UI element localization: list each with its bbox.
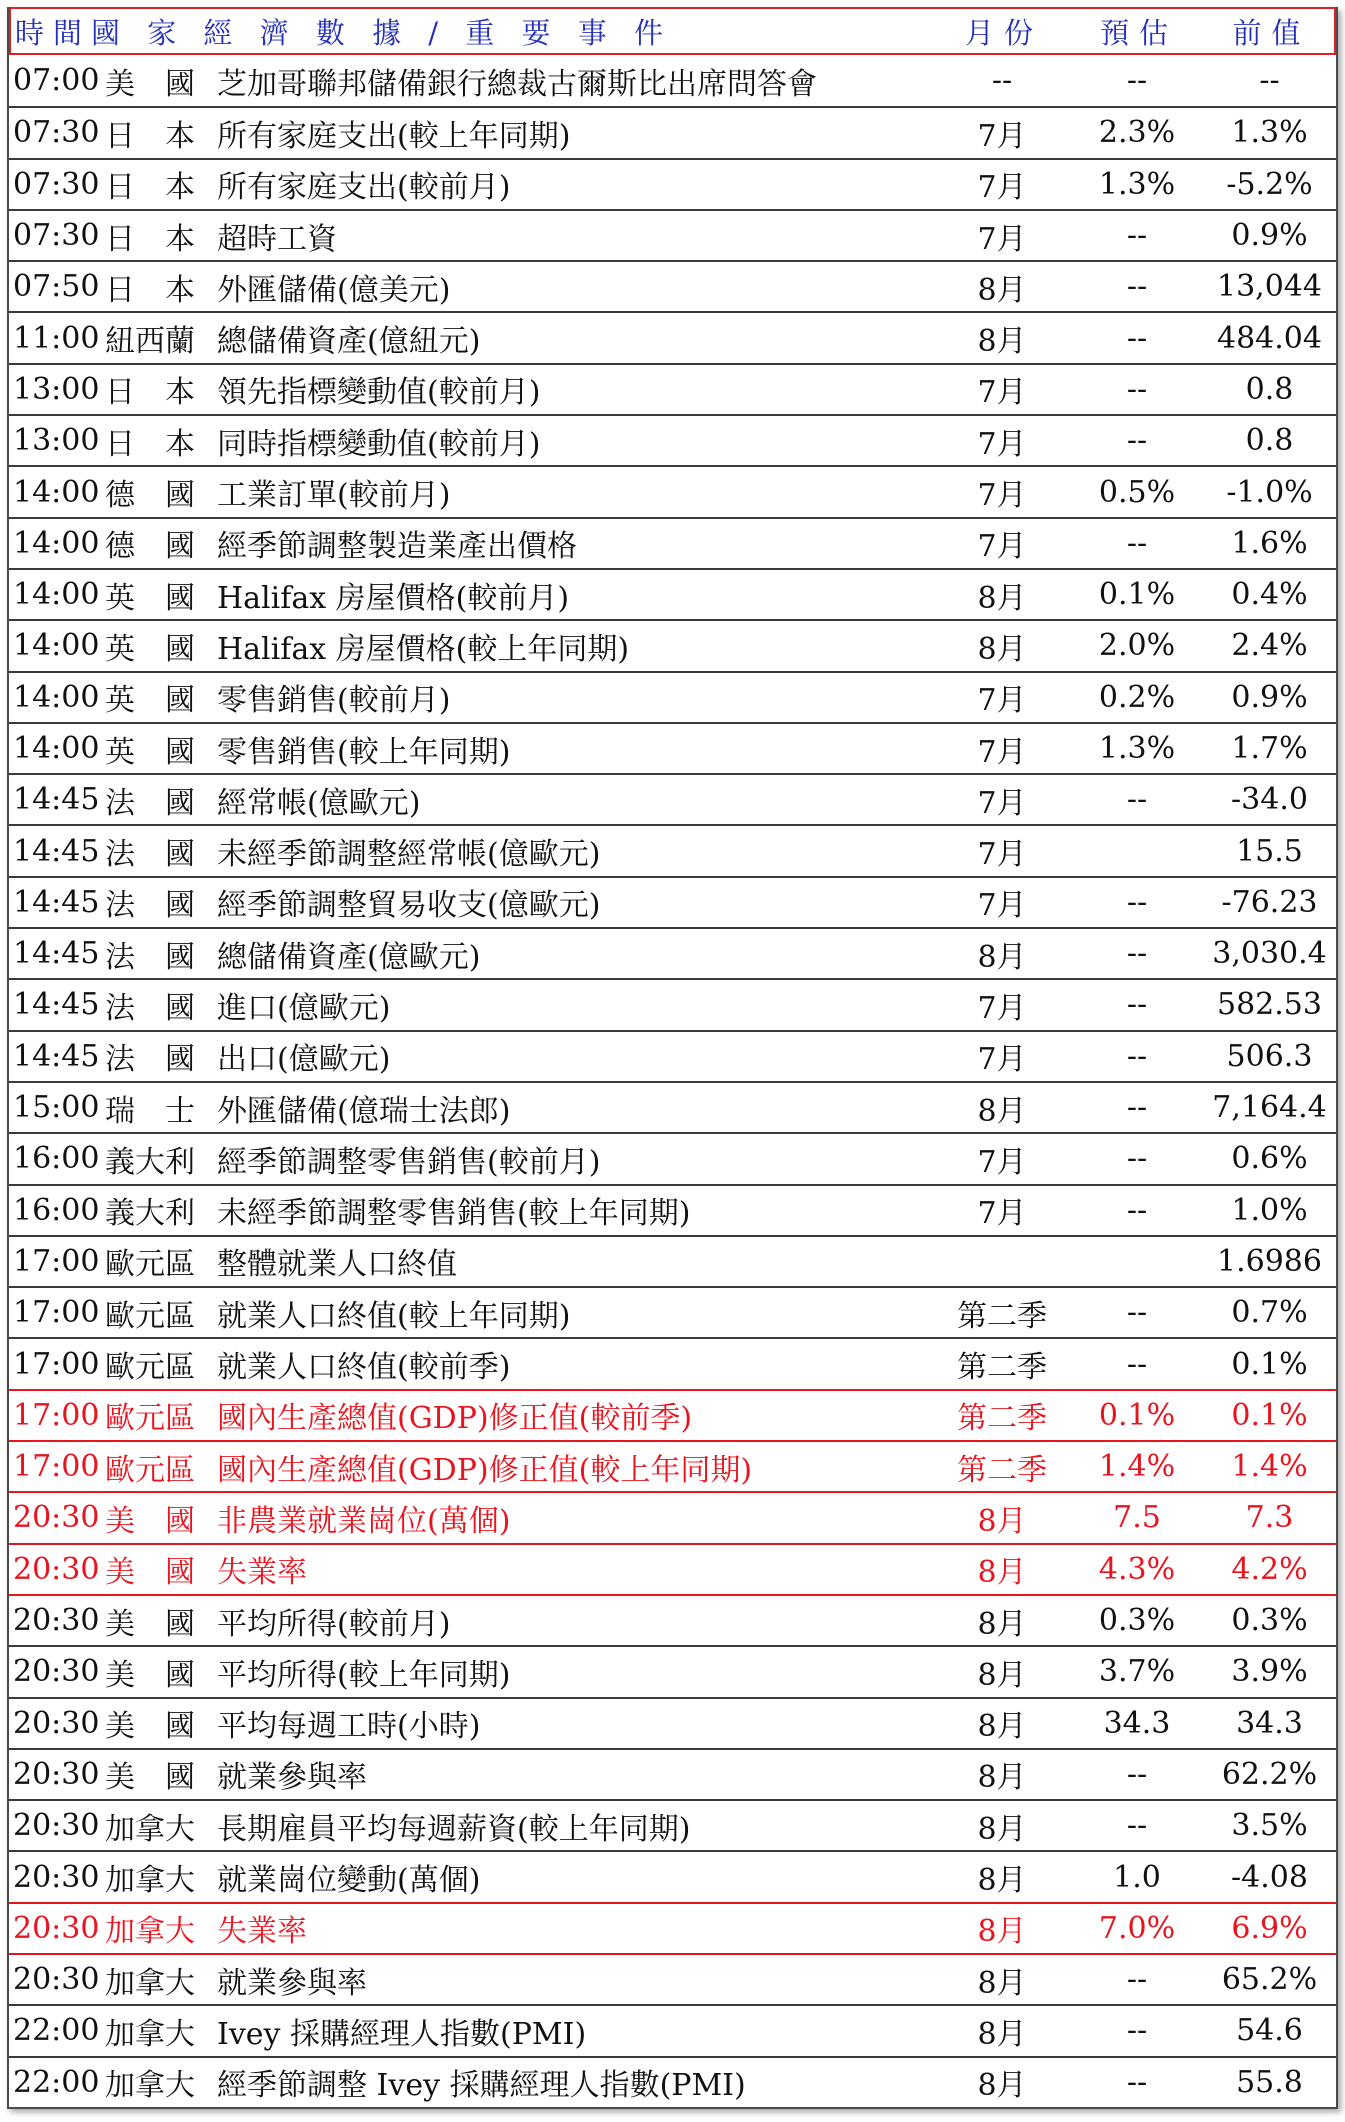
event-estimate: 2.3%: [1098, 115, 1176, 151]
event-time: 20:30: [13, 1808, 100, 1844]
event-time: 14:00: [13, 525, 100, 561]
event-name: 所有家庭支出(較前月): [217, 170, 511, 206]
event-month: 8月: [977, 1760, 1027, 1796]
event-country: 法 國: [105, 837, 195, 873]
table-row: [9, 1594, 1336, 1645]
event-time: 14:00: [13, 474, 100, 510]
event-country: 美 國: [105, 66, 195, 102]
event-estimate: --: [1126, 1090, 1148, 1126]
event-country: 德 國: [105, 478, 195, 514]
table-row: [9, 209, 1336, 260]
event-time: 22:00: [13, 2064, 100, 2100]
event-country: 法 國: [105, 990, 195, 1026]
event-month: 8月: [977, 1555, 1027, 1591]
event-country: 英 國: [105, 631, 195, 667]
event-name: 就業參與率: [217, 1760, 367, 1796]
event-previous: 0.3%: [1231, 1603, 1308, 1639]
event-estimate: 1.3%: [1098, 166, 1176, 202]
event-previous: -5.2%: [1226, 166, 1313, 202]
event-country: 日 本: [105, 272, 195, 308]
event-estimate: --: [1126, 371, 1148, 407]
event-time: 11:00: [13, 320, 100, 356]
event-estimate: 4.3%: [1098, 1551, 1176, 1587]
event-previous: 54.6: [1236, 2013, 1303, 2049]
event-estimate: 34.3: [1103, 1705, 1171, 1741]
header-title: 時間國 家 經 濟 數 據 / 重 要 事 件: [15, 15, 672, 50]
event-month: 第二季: [957, 1452, 1047, 1488]
event-time: 17:00: [13, 1449, 100, 1485]
event-time: 20:30: [13, 1654, 100, 1690]
event-previous: 1.3%: [1231, 115, 1308, 151]
event-time: 14:45: [13, 884, 100, 920]
table-row: [9, 2056, 1336, 2107]
event-name: 零售銷售(較前月): [217, 683, 451, 719]
event-month: 7月: [977, 426, 1027, 462]
table-row: [9, 1645, 1336, 1696]
event-name: 經季節調整零售銷售(較前月): [217, 1144, 601, 1180]
event-time: 07:30: [13, 218, 100, 254]
event-time: 14:00: [13, 679, 100, 715]
event-name: 平均所得(較上年同期): [217, 1657, 511, 1693]
event-estimate: --: [1126, 987, 1148, 1023]
event-name: 失業率: [217, 1914, 307, 1950]
event-name: 就業參與率: [217, 1965, 367, 2001]
event-country: 日 本: [105, 375, 195, 411]
event-estimate: --: [1126, 782, 1148, 818]
event-time: 07:00: [13, 63, 100, 99]
event-country: 日 本: [105, 221, 195, 257]
event-country: 英 國: [105, 580, 195, 616]
event-time: 07:50: [13, 269, 100, 305]
event-time: 14:45: [13, 782, 100, 818]
table-row: [9, 1389, 1336, 1440]
event-previous: -34.0: [1231, 782, 1308, 818]
event-country: 歐元區: [105, 1401, 195, 1437]
event-time: 14:00: [13, 628, 100, 664]
table-row: [9, 722, 1336, 773]
event-month: 7月: [977, 1196, 1027, 1232]
event-previous: 62.2%: [1221, 1756, 1318, 1792]
event-estimate: --: [1126, 2013, 1148, 2049]
event-name: 進口(億歐元): [217, 990, 391, 1026]
event-country: 加拿大: [105, 1914, 195, 1950]
event-month: --: [991, 63, 1013, 99]
event-name: 國內生產總值(GDP)修正值(較前季): [217, 1401, 693, 1437]
event-estimate: --: [1126, 884, 1148, 920]
header-previous: 前值: [1232, 15, 1311, 50]
event-previous: -4.08: [1231, 1859, 1308, 1895]
event-month: 8月: [977, 1709, 1027, 1745]
table-row: [9, 1491, 1336, 1542]
table-row: [9, 260, 1336, 311]
event-time: 20:30: [13, 1859, 100, 1895]
event-country: 加拿大: [105, 2068, 195, 2104]
event-estimate: --: [1126, 1346, 1148, 1382]
event-name: Halifax 房屋價格(較上年同期): [217, 631, 630, 667]
event-month: 8月: [977, 1093, 1027, 1129]
event-previous: 2.4%: [1231, 628, 1308, 664]
event-estimate: 1.0: [1113, 1859, 1161, 1895]
event-name: 超時工資: [217, 221, 337, 257]
event-month: 7月: [977, 683, 1027, 719]
event-name: 整體就業人口終值: [217, 1247, 457, 1283]
event-name: 同時指標變動值(較前月): [217, 426, 541, 462]
event-previous: 0.6%: [1231, 1141, 1308, 1177]
event-month: 8月: [977, 939, 1027, 975]
event-month: 7月: [977, 837, 1027, 873]
event-country: 法 國: [105, 1042, 195, 1078]
event-time: 14:45: [13, 833, 100, 869]
event-estimate: --: [1126, 320, 1148, 356]
event-time: 17:00: [13, 1243, 100, 1279]
event-estimate: 0.1%: [1098, 1397, 1176, 1433]
table-row: [9, 876, 1336, 927]
event-previous: 0.1%: [1231, 1397, 1308, 1433]
event-time: 20:30: [13, 1551, 100, 1587]
event-country: 日 本: [105, 170, 195, 206]
event-previous: 6.9%: [1231, 1910, 1308, 1946]
event-country: 歐元區: [105, 1298, 195, 1334]
event-name: 就業崗位變動(萬個): [217, 1863, 481, 1899]
table-row: [9, 1030, 1336, 1081]
event-country: 加拿大: [105, 1863, 195, 1899]
event-previous: 1.7%: [1231, 731, 1308, 766]
table-row: [9, 1697, 1336, 1748]
table-row: [9, 1286, 1336, 1337]
event-month: 7月: [977, 529, 1027, 565]
table-row: [9, 568, 1336, 619]
table-row: [9, 1337, 1336, 1388]
event-time: 17:00: [13, 1397, 100, 1433]
event-estimate: --: [1126, 1756, 1148, 1792]
event-previous: 0.9%: [1231, 679, 1308, 715]
header-estimate: 預估: [1099, 15, 1178, 50]
event-name: 零售銷售(較上年同期): [217, 734, 511, 770]
event-country: 英 國: [105, 734, 195, 770]
event-previous: 34.3: [1236, 1705, 1303, 1741]
event-month: 7月: [977, 888, 1027, 924]
event-estimate: 3.7%: [1098, 1654, 1176, 1690]
event-estimate: --: [1126, 63, 1148, 99]
event-previous: 3.9%: [1231, 1654, 1308, 1690]
event-month: 8月: [977, 1606, 1027, 1642]
event-previous: -76.23: [1221, 884, 1318, 920]
event-name: 出口(億歐元): [217, 1042, 391, 1078]
event-month: 8月: [977, 1811, 1027, 1847]
event-time: 20:30: [13, 1500, 100, 1536]
event-month: 8月: [977, 1914, 1027, 1950]
event-country: 法 國: [105, 888, 195, 924]
event-previous: 3.5%: [1231, 1808, 1308, 1844]
event-month: 7月: [977, 375, 1027, 411]
table-row: [9, 1440, 1336, 1491]
event-time: 15:00: [13, 1090, 100, 1126]
event-time: 16:00: [13, 1141, 100, 1177]
event-previous: 7.3: [1245, 1500, 1294, 1536]
event-time: 14:00: [13, 577, 100, 613]
table-row: [9, 1850, 1336, 1901]
event-estimate: --: [1126, 525, 1148, 561]
event-month: 8月: [977, 1503, 1027, 1539]
event-estimate: 1.4%: [1098, 1449, 1176, 1485]
event-country: 日 本: [105, 118, 195, 154]
event-name: 經季節調整製造業產出價格: [217, 529, 577, 565]
event-country: 紐西蘭: [105, 324, 195, 360]
event-country: 加拿大: [105, 2016, 195, 2052]
event-previous: 582.53: [1217, 987, 1322, 1023]
event-month: 8月: [977, 324, 1027, 360]
event-month: 7月: [977, 1144, 1027, 1180]
event-name: 非農業就業崗位(萬個): [217, 1503, 511, 1539]
event-country: 瑞 士: [105, 1093, 195, 1129]
event-month: 8月: [977, 1657, 1027, 1693]
event-previous: 0.4%: [1231, 577, 1308, 613]
table-row: [9, 1081, 1336, 1132]
event-time: 07:30: [13, 166, 100, 202]
event-previous: 1.4%: [1231, 1449, 1308, 1485]
table-row: [9, 671, 1336, 722]
event-month: 第二季: [957, 1350, 1047, 1386]
economic-calendar-table: [7, 7, 1338, 2109]
event-month: 8月: [977, 580, 1027, 616]
event-name: 國內生產總值(GDP)修正值(較上年同期): [217, 1452, 753, 1488]
event-name: 未經季節調整零售銷售(較上年同期): [217, 1196, 691, 1232]
event-time: 16:00: [13, 1192, 100, 1228]
event-estimate: 7.5: [1113, 1500, 1161, 1536]
event-previous: 0.8: [1245, 423, 1294, 459]
table-row: [9, 1799, 1336, 1850]
event-previous: 55.8: [1236, 2064, 1303, 2100]
event-month: 第二季: [957, 1401, 1047, 1437]
table-row: [9, 1953, 1336, 2004]
event-country: 法 國: [105, 939, 195, 975]
event-month: 7月: [977, 734, 1027, 770]
event-time: 17:00: [13, 1295, 100, 1331]
event-month: 8月: [977, 1965, 1027, 2001]
event-country: 美 國: [105, 1709, 195, 1745]
table-row: [9, 363, 1336, 414]
table-row: [9, 55, 1336, 106]
event-name: 長期雇員平均每週薪資(較上年同期): [217, 1811, 691, 1847]
event-previous: -1.0%: [1226, 474, 1313, 510]
event-time: 20:30: [13, 1962, 100, 1998]
event-name: 未經季節調整經常帳(億歐元): [217, 837, 601, 873]
table-row: [9, 1902, 1336, 1953]
event-country: 德 國: [105, 529, 195, 565]
table-row: [9, 619, 1336, 670]
event-name: 平均每週工時(小時): [217, 1709, 481, 1745]
event-country: 義大利: [105, 1144, 195, 1180]
event-estimate: 0.3%: [1098, 1603, 1176, 1639]
event-month: 7月: [977, 170, 1027, 206]
event-country: 加拿大: [105, 1965, 195, 2001]
event-country: 美 國: [105, 1503, 195, 1539]
table-row: [9, 517, 1336, 568]
event-name: Ivey 採購經理人指數(PMI): [217, 2016, 587, 2052]
event-name: 就業人口終值(較上年同期): [217, 1298, 571, 1334]
event-time: 14:45: [13, 936, 100, 972]
table-row: [9, 414, 1336, 465]
event-name: 外匯儲備(億美元): [217, 272, 451, 308]
event-time: 14:00: [13, 731, 100, 766]
event-estimate: --: [1126, 1038, 1148, 1074]
event-month: 第二季: [957, 1298, 1047, 1334]
event-name: 芝加哥聯邦儲備銀行總裁古爾斯比出席問答會: [217, 66, 817, 102]
event-estimate: --: [1126, 423, 1148, 459]
event-month: 8月: [977, 631, 1027, 667]
event-time: 07:30: [13, 115, 100, 151]
table-row: [9, 1184, 1336, 1235]
event-time: 13:00: [13, 371, 100, 407]
event-previous: 1.6986: [1217, 1243, 1322, 1279]
event-previous: 0.7%: [1231, 1295, 1308, 1331]
table-row: [9, 1132, 1336, 1183]
event-estimate: 0.5%: [1098, 474, 1176, 510]
event-estimate: --: [1126, 1141, 1148, 1177]
table-row: [9, 824, 1336, 875]
event-time: 14:45: [13, 987, 100, 1023]
event-previous: 13,044: [1217, 269, 1322, 305]
event-previous: 7,164.4: [1212, 1090, 1327, 1126]
event-estimate: --: [1126, 2064, 1148, 2100]
table-row: [9, 106, 1336, 157]
event-name: Halifax 房屋價格(較前月): [217, 580, 570, 616]
event-previous: 65.2%: [1221, 1962, 1318, 1998]
event-country: 美 國: [105, 1606, 195, 1642]
table-body: [9, 55, 1336, 2107]
event-estimate: 0.1%: [1098, 577, 1176, 613]
event-estimate: 0.2%: [1098, 679, 1176, 715]
event-time: 17:00: [13, 1346, 100, 1382]
event-country: 美 國: [105, 1760, 195, 1796]
event-month: 7月: [977, 785, 1027, 821]
event-name: 外匯儲備(億瑞士法郎): [217, 1093, 511, 1129]
event-estimate: --: [1126, 936, 1148, 972]
table-row: [9, 927, 1336, 978]
event-country: 美 國: [105, 1555, 195, 1591]
event-time: 20:30: [13, 1705, 100, 1741]
table-row: [9, 1748, 1336, 1799]
table-row: [9, 158, 1336, 209]
event-month: 7月: [977, 478, 1027, 514]
event-country: 英 國: [105, 683, 195, 719]
event-previous: 0.9%: [1231, 218, 1308, 254]
event-country: 美 國: [105, 1657, 195, 1693]
table-row: [9, 773, 1336, 824]
event-previous: 1.0%: [1231, 1192, 1308, 1228]
event-month: 8月: [977, 1863, 1027, 1899]
event-previous: 15.5: [1236, 833, 1303, 869]
event-name: 經季節調整貿易收支(億歐元): [217, 888, 601, 924]
event-estimate: --: [1126, 218, 1148, 254]
event-month: 7月: [977, 990, 1027, 1026]
table-row: [9, 465, 1336, 516]
event-month: 7月: [977, 1042, 1027, 1078]
event-previous: --: [1259, 63, 1280, 99]
table-row: [9, 2004, 1336, 2055]
event-month: 7月: [977, 221, 1027, 257]
event-country: 歐元區: [105, 1247, 195, 1283]
event-estimate: --: [1126, 1295, 1148, 1331]
event-estimate: 1.3%: [1098, 731, 1176, 766]
event-name: 經季節調整 Ivey 採購經理人指數(PMI): [217, 2068, 746, 2104]
table-row: [9, 1543, 1336, 1594]
event-country: 歐元區: [105, 1350, 195, 1386]
table-row: [9, 311, 1336, 362]
event-previous: 484.04: [1217, 320, 1322, 356]
event-previous: 506.3: [1226, 1038, 1313, 1074]
event-time: 13:00: [13, 423, 100, 459]
event-previous: 4.2%: [1231, 1551, 1308, 1587]
event-name: 總儲備資產(億歐元): [217, 939, 481, 975]
table-row: [9, 978, 1336, 1029]
event-name: 總儲備資產(億紐元): [217, 324, 481, 360]
event-estimate: 2.0%: [1098, 628, 1176, 664]
event-time: 14:45: [13, 1038, 100, 1074]
header-month: 月份: [964, 15, 1043, 50]
event-time: 20:30: [13, 1756, 100, 1792]
event-name: 領先指標變動值(較前月): [217, 375, 541, 411]
event-previous: 1.6%: [1231, 525, 1308, 561]
event-estimate: --: [1126, 269, 1148, 305]
event-previous: 0.8: [1245, 371, 1294, 407]
event-name: 所有家庭支出(較上年同期): [217, 118, 571, 154]
event-time: 20:30: [13, 1910, 100, 1946]
table-header: [9, 7, 1336, 55]
event-previous: 3,030.4: [1212, 936, 1327, 972]
event-month: 8月: [977, 272, 1027, 308]
event-country: 法 國: [105, 785, 195, 821]
event-month: 8月: [977, 2068, 1027, 2104]
event-country: 加拿大: [105, 1811, 195, 1847]
event-country: 歐元區: [105, 1452, 195, 1488]
event-country: 義大利: [105, 1196, 195, 1232]
event-month: 7月: [977, 118, 1027, 154]
event-previous: 0.1%: [1231, 1346, 1308, 1382]
event-estimate: --: [1126, 1808, 1148, 1844]
event-time: 20:30: [13, 1603, 100, 1639]
event-month: 8月: [977, 2016, 1027, 2052]
event-name: 工業訂單(較前月): [217, 478, 451, 514]
event-name: 經常帳(億歐元): [217, 785, 421, 821]
event-name: 失業率: [217, 1555, 307, 1591]
event-estimate: --: [1126, 1192, 1148, 1228]
event-estimate: --: [1126, 1962, 1148, 1998]
event-name: 就業人口終值(較前季): [217, 1350, 511, 1386]
event-estimate: 7.0%: [1098, 1910, 1176, 1946]
event-country: 日 本: [105, 426, 195, 462]
event-name: 平均所得(較前月): [217, 1606, 451, 1642]
event-time: 22:00: [13, 2013, 100, 2049]
table-row: [9, 1235, 1336, 1286]
